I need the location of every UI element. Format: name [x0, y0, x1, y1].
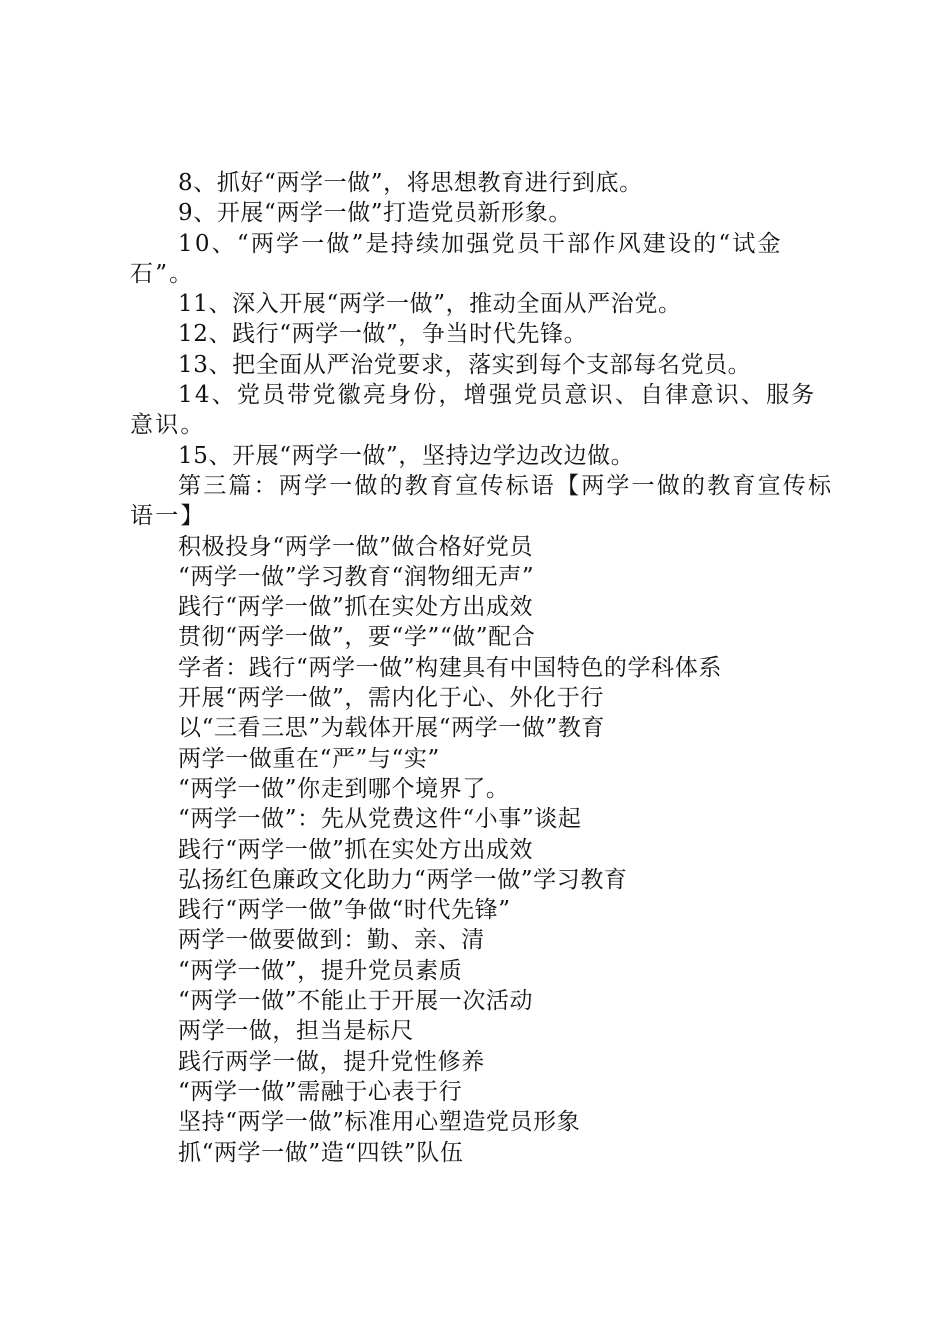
slogan-line: “两学一做”学习教育“润物细无声”	[178, 563, 535, 590]
list-item: 8、抓好“两学一做”，将思想教育进行到底。	[178, 170, 643, 196]
slogan-line: 抓“两学一做”造“四铁”队伍	[178, 1139, 464, 1166]
slogan-line: 两学一做要做到：勤、亲、清	[178, 927, 485, 954]
section-heading: 第三篇：两学一做的教育宣传标语【两学一做的教育宣传标语一】	[130, 472, 834, 530]
slogan-line: “两学一做”需融于心表于行	[178, 1078, 463, 1105]
slogan-line: 以“三看三思”为载体开展“两学一做”教育	[178, 715, 606, 742]
slogan-line: 坚持“两学一做”标准用心塑造党员形象	[178, 1109, 581, 1136]
list-item: 11、深入开展“两学一做”，推动全面从严治党。	[178, 291, 682, 318]
slogan-line: 学者：践行“两学一做”构建具有中国特色的学科体系	[178, 654, 722, 681]
slogan-line: “两学一做”：先从党费这件“小事”谈起	[178, 806, 582, 833]
slogan-line: “两学一做”你走到哪个境界了。	[178, 775, 510, 802]
list-item: 10、“两学一做”是持续加强党员干部作风建设的“试金石”。	[130, 230, 783, 287]
slogan-line: 两学一做重在“严”与“实”	[178, 745, 440, 772]
slogan-line: “两学一做”，提升党员素质	[178, 957, 463, 984]
list-item: 9、开展“两学一做”打造党员新形象。	[178, 200, 572, 227]
list-item: 14、党员带党徽亮身份，增强党员意识、自律意识、服务意识。	[130, 382, 817, 439]
slogan-line: 两学一做，担当是标尺	[178, 1018, 414, 1045]
list-item: 13、把全面从严治党要求，落实到每个支部每名党员。	[178, 351, 752, 378]
document-body	[130, 168, 834, 1168]
list-item: 15、开展“两学一做”，坚持边学边改边做。	[178, 442, 635, 469]
slogan-line: 积极投身“两学一做”做合格好党员	[178, 533, 534, 560]
slogan-line: 践行“两学一做”抓在实处方出成效	[178, 594, 534, 621]
slogan-line: 践行“两学一做”抓在实处方出成效	[178, 836, 534, 863]
list-item: 12、践行“两学一做”，争当时代先锋。	[178, 321, 588, 348]
slogan-line: 贯彻“两学一做”，要“学”“做”配合	[178, 624, 536, 651]
slogan-line: 践行两学一做，提升党性修养	[178, 1048, 485, 1075]
slogan-line: 开展“两学一做”，需内化于心、外化于行	[178, 685, 604, 712]
slogan-line: 践行“两学一做”争做“时代先锋”	[178, 897, 511, 924]
slogan-line: 弘扬红色廉政文化助力“两学一做”学习教育	[178, 866, 628, 893]
slogan-line: “两学一做”不能止于开展一次活动	[178, 988, 534, 1015]
